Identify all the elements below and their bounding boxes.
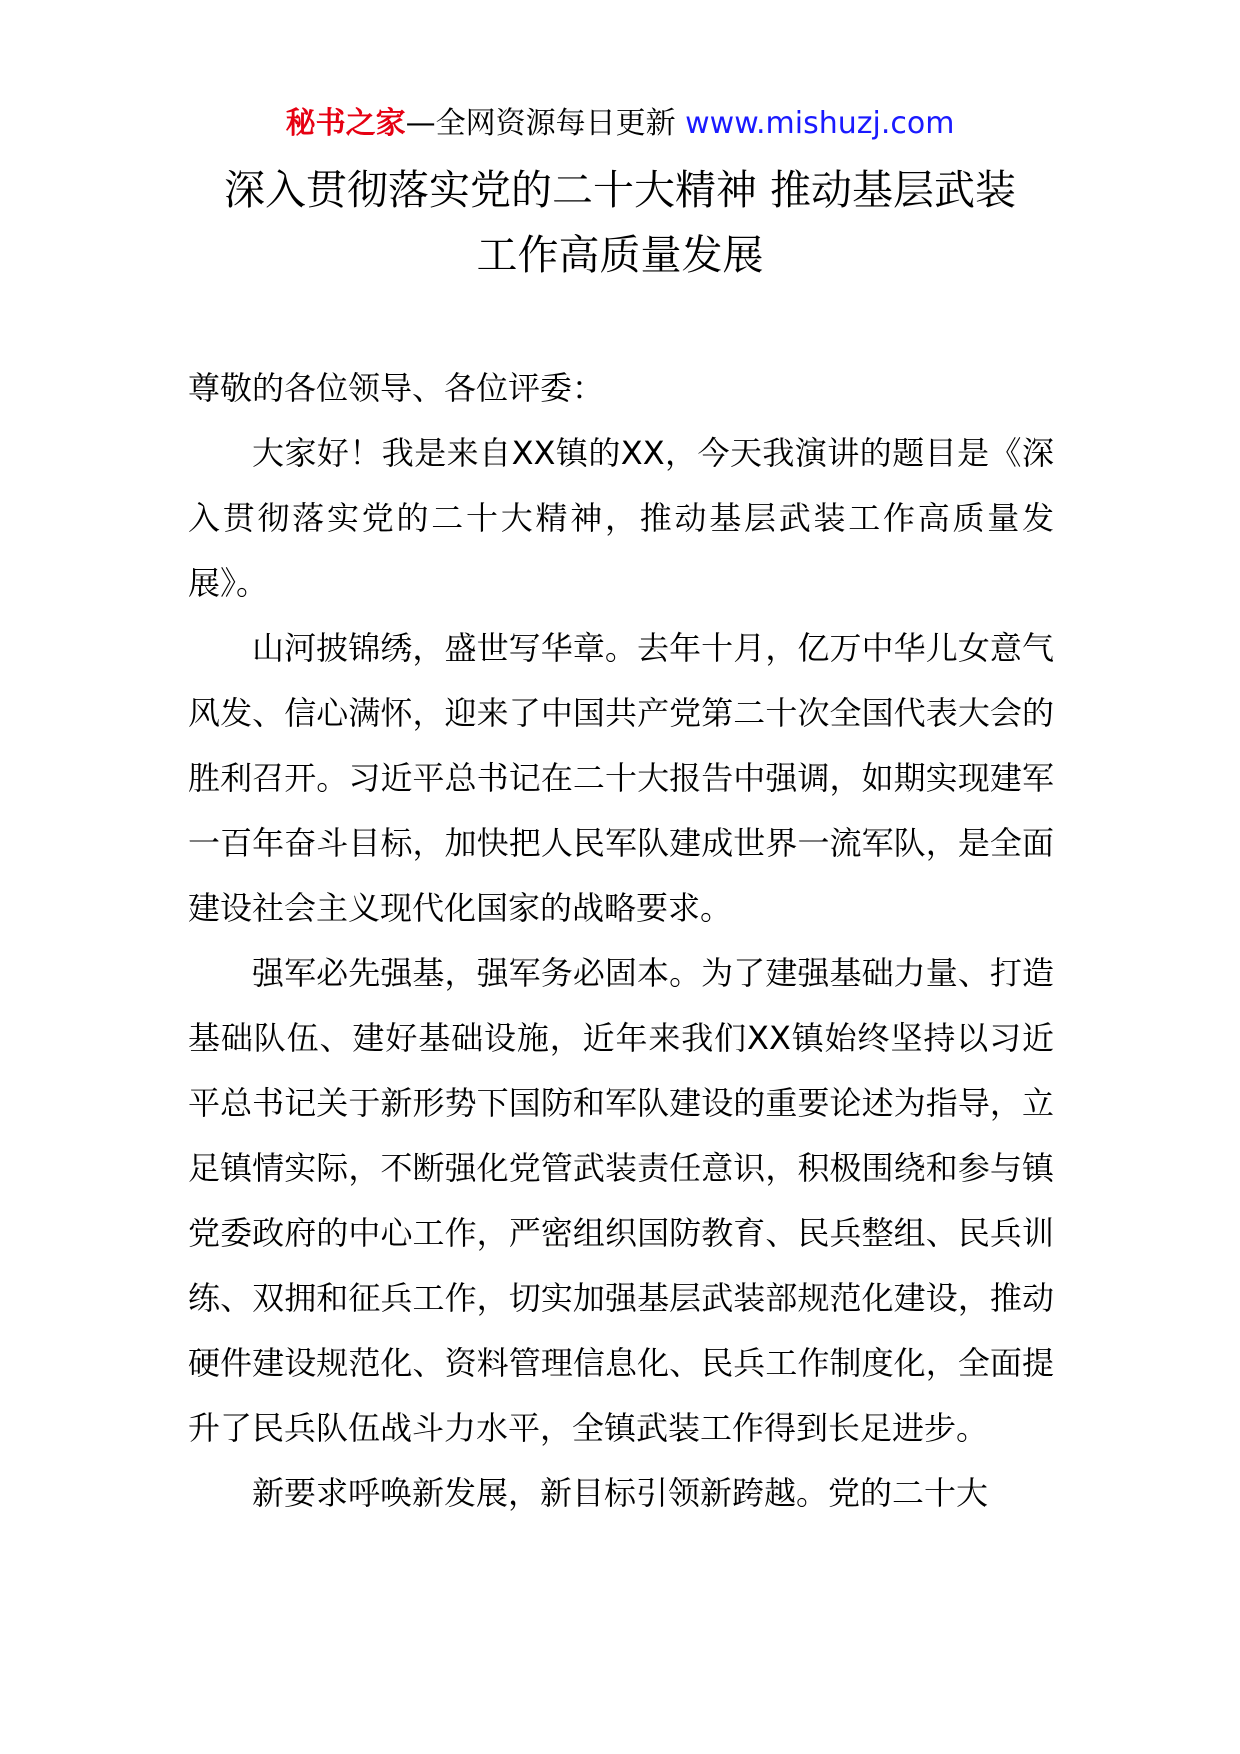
paragraph-4-lead: 新要求呼唤新发展，新目标引领新跨越。: [252, 1474, 829, 1512]
paragraph-1-text: 大家好！我是来自XX镇的XX，今天我演讲的题目是《深入贯彻落实党的二十大精神，推动基层武装工作高质量发展》。: [188, 434, 1054, 602]
header-url[interactable]: www.mishuzj.com: [685, 106, 955, 141]
paragraph-2: [188, 616, 1054, 941]
paragraph-1: [188, 421, 1054, 616]
paragraph-3-text: 为了建强基础力量、打造基础队伍、建好基础设施，近年来我们XX镇始终坚持以习近平总书记关于新形势下国防和军队建设的重要论述为指导，立足镇情实际，不断强化党管武装责任意识，积极围绕和参与镇党委政府的中心工作，严密组织国防教育、民兵整组、民兵训练、双拥和征兵工作，切实加强基层武装部规范化建设，推动硬件建设规范化、资料管理信息化、民兵工作制度化，全面提升了民兵队伍战斗力水平，全镇武装工作得到长足进步。: [188, 954, 1054, 1447]
title-line-2: 工作高质量发展: [476, 231, 764, 279]
document-body: [188, 356, 1054, 1526]
paragraph-3: [188, 941, 1054, 1461]
title-line-1: 深入贯彻落实党的二十大精神 推动基层武装: [223, 166, 1017, 214]
document-title: [150, 158, 1090, 288]
header-tagline: —全网资源每日更新: [405, 106, 676, 141]
paragraph-3-lead: 强军必先强基，强军务必固本。: [252, 954, 702, 992]
salutation: 尊敬的各位领导、各位评委：: [188, 369, 605, 407]
brand-name: 秘书之家: [285, 106, 406, 141]
paragraph-2-text: 山河披锦绣，盛世写华章。去年十月，亿万中华儿女意气风发、信心满怀，迎来了中国共产党第二十次全国代表大会的胜利召开。习近平总书记在二十大报告中强调，如期实现建军一百年奋斗目标，加快把人民军队建成世界一流军队，是全面建设社会主义现代化国家的战略要求。: [188, 629, 1054, 927]
paragraph-4: [188, 1461, 1054, 1526]
paragraph-4-text: 党的二十大: [828, 1474, 989, 1512]
watermark-header: [0, 100, 1240, 148]
